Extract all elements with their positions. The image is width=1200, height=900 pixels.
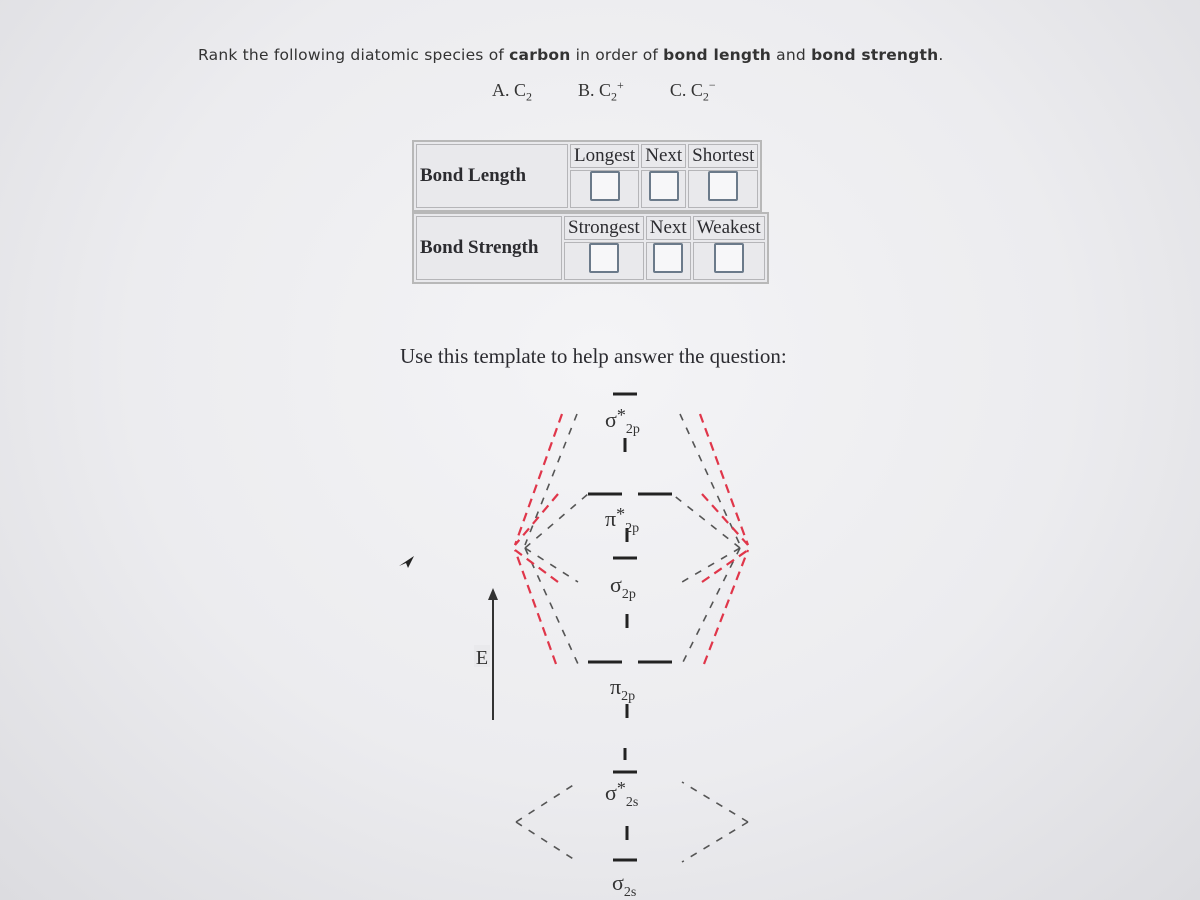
option-subscript: 2: [702, 89, 709, 104]
label-sigma-2p: $\sigma_{2p}$: [610, 572, 636, 602]
question-emphasis: carbon: [509, 46, 571, 64]
label-sigma-star-2p: $\sigma^*_{2p}$: [605, 405, 640, 437]
bond-strength-col-weakest: Weakest: [693, 216, 765, 240]
question-fragment: Rank the following diatomic species of: [198, 46, 510, 64]
bond-strength-col-next: Next: [646, 216, 691, 240]
bond-length-label: Bond Length: [416, 144, 568, 208]
bond-strength-col-strongest: Strongest: [564, 216, 644, 240]
question-fragment: and: [771, 46, 812, 64]
template-caption: Use this template to help answer the question:: [400, 344, 787, 368]
option-symbol: C: [514, 80, 527, 100]
question-emphasis: bond strength: [811, 46, 939, 64]
option-letter: C.: [669, 80, 687, 100]
option-subscript: 2: [526, 89, 533, 104]
energy-label: E: [475, 647, 489, 669]
question-fragment: in order of: [570, 46, 664, 64]
label-pi-star-2p: $\pi^*_{2p}$: [605, 504, 640, 536]
option-letter: B.: [578, 80, 595, 100]
question-fragment: .: [938, 46, 944, 64]
option-letter: A.: [492, 80, 510, 100]
bond-length-col-longest: Longest: [570, 144, 639, 168]
label-pi-2p: $\pi_{2p}$: [610, 674, 636, 704]
bond-length-col-next: Next: [641, 144, 686, 168]
option-subscript: 2: [611, 89, 618, 104]
question-emphasis: bond length: [663, 46, 772, 64]
orbital-levels: [588, 394, 672, 860]
option-superscript: +: [617, 78, 624, 92]
label-sigma-2s: $\sigma_{2s}$: [612, 870, 637, 900]
bond-strength-label: Bond Strength: [416, 216, 562, 280]
energy-arrow-icon: [488, 588, 498, 600]
option-symbol: C: [690, 80, 703, 100]
option-symbol: C: [599, 80, 612, 100]
option-superscript: −: [708, 78, 716, 92]
label-sigma-star-2s: $\sigma^*_{2s}$: [605, 778, 639, 810]
bond-length-col-shortest: Shortest: [688, 144, 758, 168]
red-dashed-connectors: [515, 414, 748, 664]
